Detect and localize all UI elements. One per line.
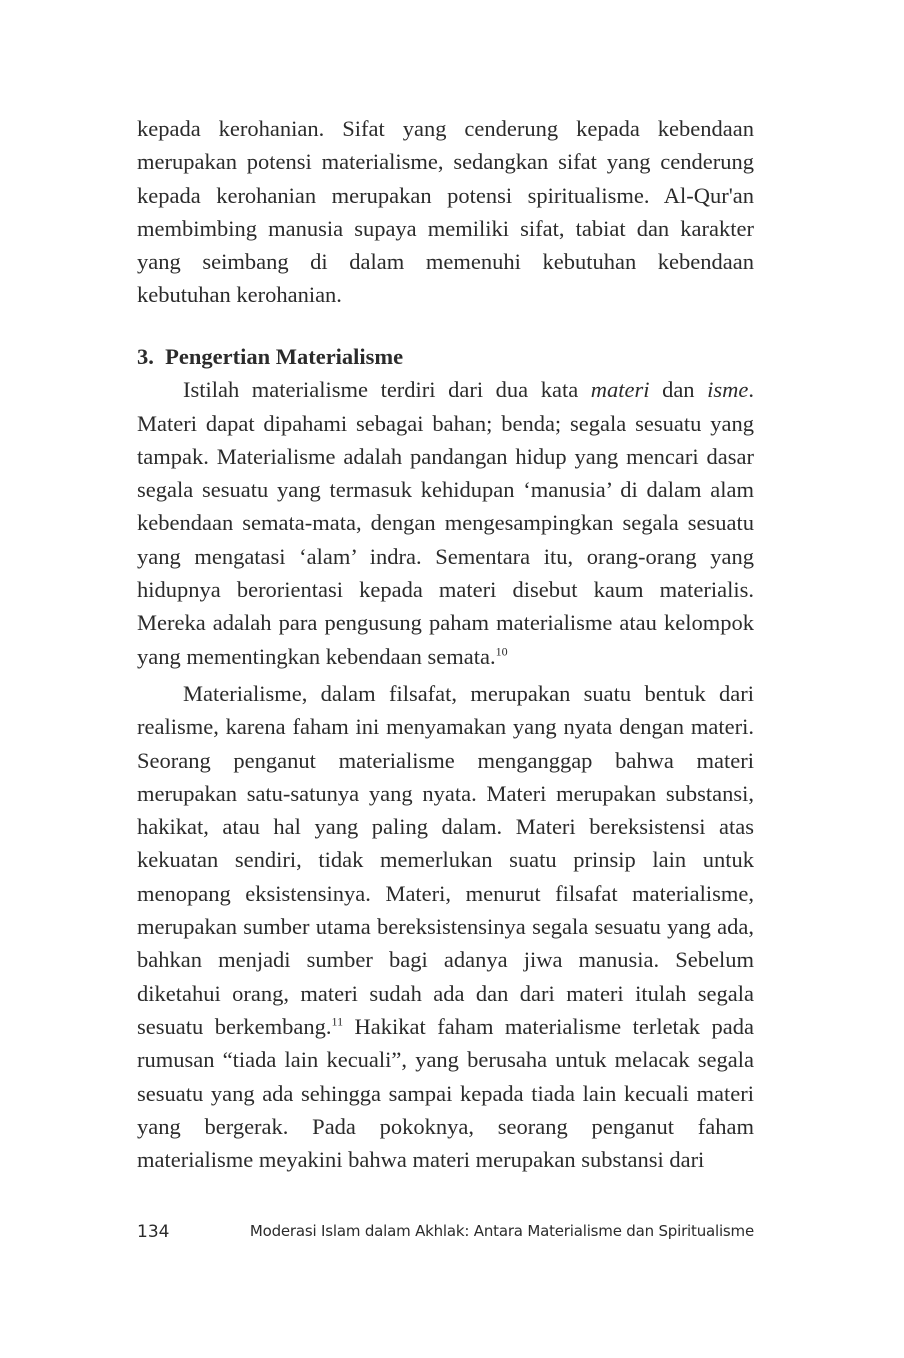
footnote-ref-10[interactable]: 10 [495,644,508,659]
para1-text-rest: . Materi dapat dipahami sebagai bahan; benda; segala sesuatu yang tampak. Materialisme adalah pandangan hidup yang mencari dasar segala sesuatu yang termasuk kehidupan ‘manusia’ di dalam alam kebendaan semata-mata, dengan mengesampingkan segala sesuatu yang mengatasi ‘alam’ indra. Sementara itu, orang-orang yang hidupnya berorientasi kepada materi disebut kaum materialis. Mereka adalah para pengusung paham materialisme atau kelompok yang mementingkan kebendaan semata. [137,377,754,669]
italic-term-materi: materi [590,377,650,403]
page-footer [137,1222,754,1242]
para2-text-part2: Hakikat faham materialisme terletak pada rumusan “tiada lain kecuali”, yang berusaha untuk melacak segala sesuatu yang ada sehingga sampai kepada tiada lain kecuali materi yang bergerak. Pada pokoknya, seorang penganut faham materialisme meyakini bahwa materi merupakan substansi dari [137,1013,754,1173]
section-title: Pengertian Materialisme [165,344,404,369]
page-number: 134 [137,1222,170,1242]
para1-text-start: Istilah materialisme terdiri dari dua kata [183,377,591,403]
running-title: Moderasi Islam dalam Akhlak: Antara Materialisme dan Spiritualisme [249,1222,754,1240]
body-paragraph-2 [137,677,754,1176]
para2-text-part1: Materialisme, dalam filsafat, merupakan suatu bentuk dari realisme, karena faham ini menyamakan yang nyata dengan materi. Seorang penganut materialisme menganggap bahwa materi merupakan satu-satunya yang nyata. Materi merupakan substansi, hakikat, atau hal yang paling dalam. Materi bereksistensi atas kekuatan sendiri, tidak memerlukan suatu prinsip lain untuk menopang eksistensinya. Materi, menurut filsafat materialisme, merupakan sumber utama bereksistensinya segala sesuatu yang ada, bahkan menjadi sumber bagi adanya jiwa manusia. Sebelum diketahui orang, materi sudah ada dan dari materi itulah segala sesuatu berkembang. [137,680,754,1039]
section-number: 3. [137,344,154,369]
body-paragraph-1 [137,373,754,673]
intro-paragraph-block [137,112,754,312]
section-heading [137,340,754,373]
intro-paragraph: kepada kerohanian. Sifat yang cenderung kepada kebendaan merupakan potensi materialisme, sedangkan sifat yang cenderung kepada kerohanian merupakan potensi spiritualisme. Al-Qur'an membimbing manusia supaya memiliki sifat, tabiat dan karakter yang seimbang di dalam memenuhi kebutuhan kebendaan kebutuhan kerohanian. [137,116,754,308]
section-materialisme [137,340,754,1176]
footnote-ref-11[interactable]: 11 [331,1014,344,1029]
para1-text-dan: dan [649,377,708,403]
italic-term-isme: isme [707,377,749,403]
